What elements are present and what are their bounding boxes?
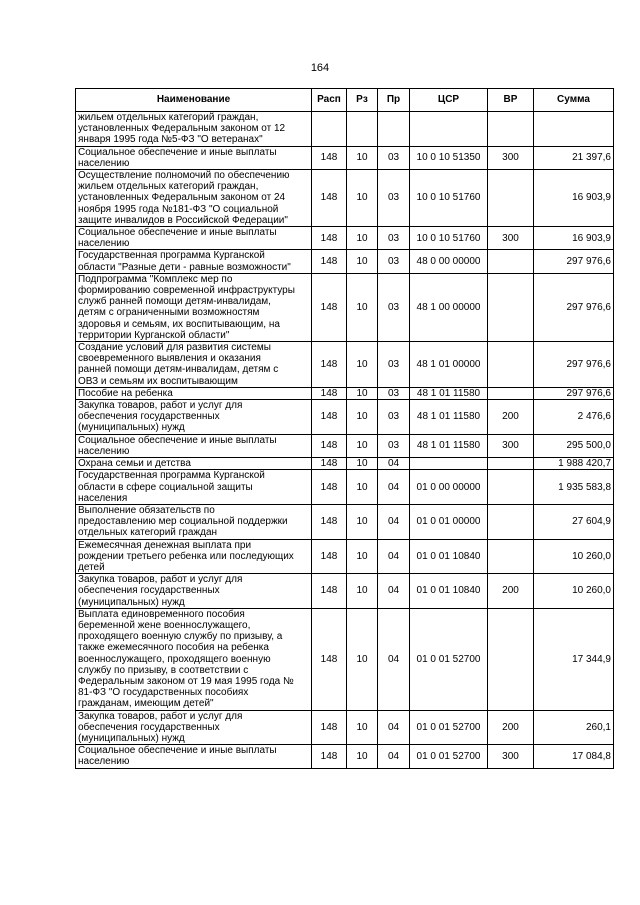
cell-name: Закупка товаров, работ и услуг для обеспечения государственных (муниципальных) нужд (76, 400, 312, 435)
cell-rz: 10 (347, 470, 378, 505)
cell-pr: 03 (378, 227, 410, 250)
cell-vr: 200 (488, 710, 534, 745)
cell-vr (488, 504, 534, 539)
cell-csr: 01 0 01 10840 (410, 539, 488, 574)
cell-sum: 295 500,0 (534, 434, 614, 457)
cell-name: Социальное обеспечение и иные выплаты населению (76, 434, 312, 457)
table-row (76, 434, 614, 457)
cell-vr (488, 608, 534, 710)
cell-csr: 48 1 01 11580 (410, 400, 488, 435)
cell-csr: 48 0 00 00000 (410, 250, 488, 273)
header-vr: ВР (488, 89, 534, 112)
cell-pr: 03 (378, 342, 410, 388)
cell-csr (410, 458, 488, 470)
cell-pr: 04 (378, 710, 410, 745)
cell-rasp: 148 (312, 458, 347, 470)
cell-rasp: 148 (312, 470, 347, 505)
cell-sum: 1 988 420,7 (534, 458, 614, 470)
cell-pr (378, 112, 410, 147)
cell-sum: 27 604,9 (534, 504, 614, 539)
cell-csr: 01 0 01 52700 (410, 710, 488, 745)
table-row (76, 342, 614, 388)
cell-sum: 297 976,6 (534, 387, 614, 399)
table-row (76, 458, 614, 470)
cell-rz: 10 (347, 745, 378, 768)
cell-csr: 01 0 00 00000 (410, 470, 488, 505)
table-row (76, 710, 614, 745)
cell-csr: 01 0 01 52700 (410, 608, 488, 710)
cell-name: Пособие на ребенка (76, 387, 312, 399)
header-rasp: Расп (312, 89, 347, 112)
cell-vr: 300 (488, 146, 534, 169)
cell-name: Закупка товаров, работ и услуг для обеспечения государственных (муниципальных) нужд (76, 710, 312, 745)
cell-rz: 10 (347, 400, 378, 435)
cell-vr (488, 170, 534, 227)
cell-sum: 17 344,9 (534, 608, 614, 710)
cell-sum: 2 476,6 (534, 400, 614, 435)
cell-csr: 10 0 10 51760 (410, 227, 488, 250)
cell-sum: 17 084,8 (534, 745, 614, 768)
cell-csr: 48 1 01 11580 (410, 387, 488, 399)
cell-pr: 04 (378, 504, 410, 539)
cell-sum: 297 976,6 (534, 273, 614, 341)
cell-csr: 01 0 01 52700 (410, 745, 488, 768)
header-rz: Рз (347, 89, 378, 112)
cell-rz: 10 (347, 574, 378, 609)
cell-sum: 297 976,6 (534, 250, 614, 273)
cell-vr: 300 (488, 745, 534, 768)
cell-vr (488, 250, 534, 273)
table-row (76, 400, 614, 435)
cell-rasp: 148 (312, 400, 347, 435)
cell-rasp: 148 (312, 227, 347, 250)
cell-rasp: 148 (312, 170, 347, 227)
cell-rasp: 148 (312, 574, 347, 609)
cell-csr: 10 0 10 51760 (410, 170, 488, 227)
cell-csr: 01 0 01 00000 (410, 504, 488, 539)
cell-rasp: 148 (312, 608, 347, 710)
budget-table (75, 88, 614, 769)
cell-rasp: 148 (312, 745, 347, 768)
cell-rz: 10 (347, 146, 378, 169)
cell-rz: 10 (347, 710, 378, 745)
cell-vr: 300 (488, 434, 534, 457)
cell-csr: 48 1 01 11580 (410, 434, 488, 457)
cell-vr (488, 539, 534, 574)
cell-vr (488, 273, 534, 341)
cell-csr: 48 1 00 00000 (410, 273, 488, 341)
cell-rz: 10 (347, 342, 378, 388)
cell-rz: 10 (347, 458, 378, 470)
cell-rz: 10 (347, 387, 378, 399)
cell-rasp: 148 (312, 387, 347, 399)
cell-rz: 10 (347, 227, 378, 250)
table-row (76, 574, 614, 609)
cell-rasp: 148 (312, 710, 347, 745)
cell-rz: 10 (347, 539, 378, 574)
cell-sum: 260,1 (534, 710, 614, 745)
cell-vr: 200 (488, 574, 534, 609)
cell-vr (488, 470, 534, 505)
cell-sum: 16 903,9 (534, 227, 614, 250)
cell-rasp (312, 112, 347, 147)
cell-csr: 01 0 01 10840 (410, 574, 488, 609)
header-csr: ЦСР (410, 89, 488, 112)
cell-rz: 10 (347, 434, 378, 457)
cell-rz: 10 (347, 250, 378, 273)
cell-pr: 03 (378, 387, 410, 399)
cell-sum: 16 903,9 (534, 170, 614, 227)
cell-pr: 04 (378, 458, 410, 470)
cell-name: Социальное обеспечение и иные выплаты населению (76, 146, 312, 169)
cell-pr: 03 (378, 273, 410, 341)
cell-pr: 04 (378, 574, 410, 609)
cell-name: Осуществление полномочий по обеспечению жильем отдельных категорий граждан, установленных Федеральным законом от 24 ноября 1995 года №181-ФЗ "О социальной защите инвалидов в Российской Федерации" (76, 170, 312, 227)
cell-rz: 10 (347, 608, 378, 710)
table-row (76, 146, 614, 169)
cell-pr: 03 (378, 146, 410, 169)
cell-rz (347, 112, 378, 147)
cell-name: Социальное обеспечение и иные выплаты населению (76, 745, 312, 768)
page-number: 164 (310, 62, 330, 74)
cell-vr: 300 (488, 227, 534, 250)
cell-name: Создание условий для развития системы своевременного выявления и оказания ранней помощи детям-инвалидам, детям с ОВЗ и семьям их воспитывающим (76, 342, 312, 388)
cell-pr: 04 (378, 539, 410, 574)
cell-rz: 10 (347, 504, 378, 539)
cell-pr: 03 (378, 170, 410, 227)
cell-sum: 10 260,0 (534, 539, 614, 574)
cell-csr: 10 0 10 51350 (410, 146, 488, 169)
cell-rasp: 148 (312, 250, 347, 273)
cell-name: Выполнение обязательств по предоставлению мер социальной поддержки отдельных категорий граждан (76, 504, 312, 539)
cell-csr (410, 112, 488, 147)
cell-name: Выплата единовременного пособия беременной жене военнослужащего, проходящего военную службу по призыву, а также ежемесячного пособия на ребенка военнослужащего, проходящего военную службу по призыву, в соответствии с Федеральным законом от 19 мая 1995 года № 81-ФЗ "О государственных пособиях гражданам, имеющим детей" (76, 608, 312, 710)
table-row (76, 539, 614, 574)
table-row (76, 250, 614, 273)
table-row (76, 470, 614, 505)
table-row (76, 227, 614, 250)
cell-name: Охрана семьи и детства (76, 458, 312, 470)
cell-name: Ежемесячная денежная выплата при рождении третьего ребенка или последующих детей (76, 539, 312, 574)
table-row (76, 387, 614, 399)
table-row (76, 112, 614, 147)
table-row (76, 745, 614, 768)
cell-name: Государственная программа Курганской области "Разные дети - равные возможности" (76, 250, 312, 273)
cell-name: Социальное обеспечение и иные выплаты населению (76, 227, 312, 250)
header-sum: Сумма (534, 89, 614, 112)
cell-rasp: 148 (312, 434, 347, 457)
cell-rz: 10 (347, 170, 378, 227)
cell-pr: 03 (378, 400, 410, 435)
table-row (76, 504, 614, 539)
table-row (76, 608, 614, 710)
header-pr: Пр (378, 89, 410, 112)
cell-sum: 1 935 583,8 (534, 470, 614, 505)
cell-pr: 04 (378, 608, 410, 710)
cell-pr: 04 (378, 745, 410, 768)
cell-sum: 297 976,6 (534, 342, 614, 388)
cell-csr: 48 1 01 00000 (410, 342, 488, 388)
cell-rasp: 148 (312, 504, 347, 539)
cell-pr: 03 (378, 434, 410, 457)
cell-pr: 03 (378, 250, 410, 273)
header-name: Наименование (76, 89, 312, 112)
table-header-row (76, 89, 614, 112)
cell-name: Закупка товаров, работ и услуг для обеспечения государственных (муниципальных) нужд (76, 574, 312, 609)
cell-rasp: 148 (312, 273, 347, 341)
cell-name: жильем отдельных категорий граждан, установленных Федеральным законом от 12 января 1995 года №5-ФЗ "О ветеранах" (76, 112, 312, 147)
cell-vr (488, 458, 534, 470)
cell-rasp: 148 (312, 342, 347, 388)
cell-name: Подпрограмма "Комплекс мер по формированию современной инфраструктуры служб ранней помощи детям-инвалидам, детям с ограниченными возможностям здоровья и семьям, их воспитывающим, на территории Курганской области" (76, 273, 312, 341)
cell-name: Государственная программа Курганской области в сфере социальной защиты населения (76, 470, 312, 505)
cell-rz: 10 (347, 273, 378, 341)
table-row (76, 170, 614, 227)
cell-vr: 200 (488, 400, 534, 435)
cell-vr (488, 387, 534, 399)
cell-sum (534, 112, 614, 147)
cell-rasp: 148 (312, 146, 347, 169)
cell-sum: 21 397,6 (534, 146, 614, 169)
cell-rasp: 148 (312, 539, 347, 574)
cell-pr: 04 (378, 470, 410, 505)
cell-vr (488, 342, 534, 388)
cell-sum: 10 260,0 (534, 574, 614, 609)
table-row (76, 273, 614, 341)
cell-vr (488, 112, 534, 147)
